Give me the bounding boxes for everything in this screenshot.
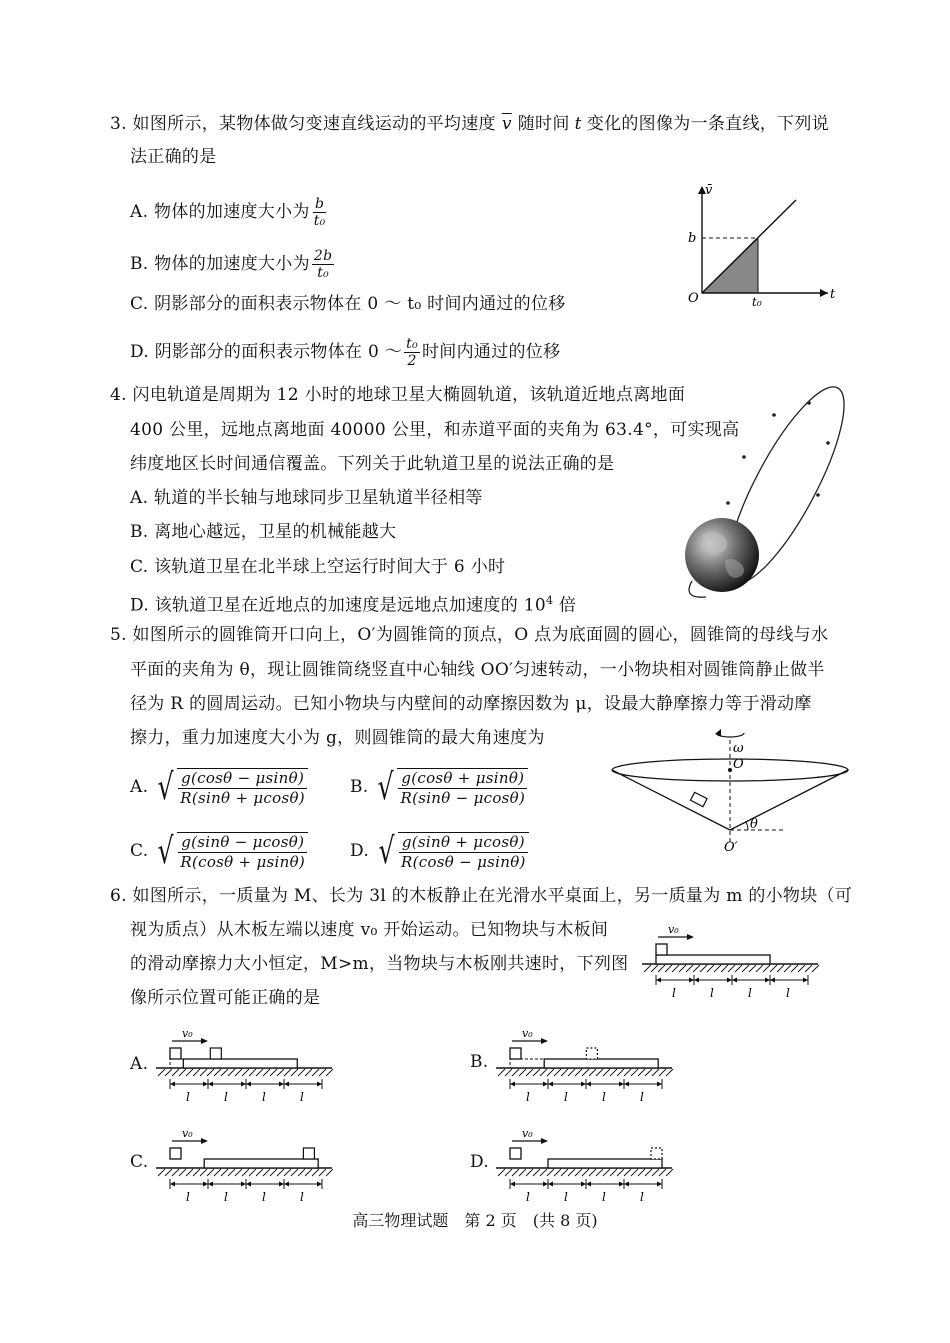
v0-label: v₀ <box>668 923 679 936</box>
q6-stem-line4: 像所示位置可能正确的是 <box>130 988 321 1008</box>
length-l-label: l <box>748 986 752 1000</box>
block-final <box>651 1148 662 1159</box>
q4-stem-line1: 4. 闪电轨道是周期为 12 小时的地球卫星大椭圆轨道，该轨道近地点离地面 <box>110 385 686 405</box>
q6-option-b-figure[interactable] <box>490 1020 690 1110</box>
q5-option-c[interactable]: C. √ g(sinθ − μcosθ) R(cosθ + μsinθ) <box>130 826 308 876</box>
q4-option-d[interactable]: D. 该轨道卫星在近地点的加速度是远地点加速度的 $10^4$ 倍 <box>130 594 577 616</box>
q4-orbit-figure <box>680 385 850 615</box>
v0-label: v₀ <box>522 1027 533 1040</box>
block-final <box>303 1148 314 1159</box>
block-final <box>586 1048 597 1059</box>
length-l-label: l <box>710 986 714 1000</box>
q6-main-figure <box>640 920 830 1005</box>
v0-label: v₀ <box>182 1027 193 1040</box>
theta-label: θ <box>750 817 758 832</box>
block-final <box>210 1048 221 1059</box>
q4-option-b[interactable]: B. 离地心越远，卫星的机械能越大 <box>130 522 397 542</box>
origin-label: O <box>688 291 699 306</box>
q5-stem-line4: 擦力，重力加速度大小为 g，则圆锥筒的最大角速度为 <box>130 728 545 748</box>
length-l-label: l <box>786 986 790 1000</box>
length-l-label: l <box>602 1190 606 1204</box>
q5-option-b[interactable]: B. √ g(cosθ + μsinθ) R(sinθ − μcosθ) <box>350 762 528 812</box>
t-axis-label: t <box>830 287 836 302</box>
q6-stem-line2: 视为质点）从木板左端以速度 v₀ 开始运动。已知物块与木板间 <box>130 920 609 940</box>
length-l-label: l <box>224 1190 228 1204</box>
wooden-board <box>548 1159 662 1168</box>
b-label: b <box>688 231 697 246</box>
q6-stem-line3: 的滑动摩擦力大小恒定，M>m，当物块与木板刚共速时，下列图 <box>130 954 629 974</box>
length-l-label: l <box>640 1190 644 1204</box>
wooden-board <box>656 955 770 964</box>
q3-vt-graph <box>680 180 850 310</box>
q6-option-c-figure[interactable] <box>150 1120 350 1210</box>
q6-option-d-figure[interactable] <box>490 1120 690 1210</box>
block-initial <box>170 1048 181 1059</box>
q5-stem-line1: 5. 如图所示的圆锥筒开口向上，O′为圆锥筒的顶点，O 点为底面圆的圆心，圆锥筒的母线与水 <box>110 625 829 645</box>
q6-option-c-label[interactable]: C. <box>130 1152 149 1172</box>
wooden-board <box>544 1059 658 1068</box>
q5-stem-line2: 平面的夹角为 θ，现让圆锥筒绕竖直中心轴线 OO′匀速转动，一小物块相对圆锥筒静止做半 <box>130 660 825 680</box>
block-initial <box>170 1148 181 1159</box>
length-l-label: l <box>526 1190 530 1204</box>
length-l-label: l <box>640 1090 644 1104</box>
length-l-label: l <box>564 1190 568 1204</box>
q3-option-b[interactable]: B. 物体的加速度大小为 $\frac{2b}{\text{t₀}}$ <box>130 248 333 281</box>
length-l-label: l <box>300 1190 304 1204</box>
v0-label: v₀ <box>522 1127 533 1140</box>
length-l-label: l <box>186 1190 190 1204</box>
wooden-board <box>204 1159 318 1168</box>
O-prime-label: O′ <box>724 840 738 855</box>
length-l-label: l <box>186 1090 190 1104</box>
O-label: O <box>733 757 744 772</box>
block-initial <box>510 1148 521 1159</box>
length-l-label: l <box>300 1090 304 1104</box>
q6-option-d-label[interactable]: D. <box>470 1152 490 1172</box>
q5-cone-figure <box>600 725 840 855</box>
length-l-label: l <box>224 1090 228 1104</box>
length-l-label: l <box>262 1190 266 1204</box>
length-l-label: l <box>526 1090 530 1104</box>
wooden-board <box>183 1059 297 1068</box>
omega-label: ω <box>733 741 744 756</box>
block-icon <box>690 792 707 806</box>
length-l-label: l <box>672 986 676 1000</box>
v-axis-label: v̄ <box>705 183 713 198</box>
page-footer: 高三物理试题 第 2 页 (共 8 页) <box>352 1211 598 1230</box>
q3-stem-line2: 法正确的是 <box>130 147 217 167</box>
q5-option-d[interactable]: D. √ g(sinθ + μcosθ) R(cosθ − μsinθ) <box>350 826 529 876</box>
q3-stem-line1: 3. 如图所示，某物体做匀变速直线运动的平均速度 $\overline{v}$ 随时间 t 变化的图像为一条直线，下列说 <box>110 114 829 134</box>
q6-option-b-label[interactable]: B. <box>470 1052 489 1072</box>
q3-option-c[interactable]: C. 阴影部分的面积表示物体在 0 ～ t₀ 时间内通过的位移 <box>130 294 566 314</box>
t0-label: t₀ <box>752 295 762 309</box>
v0-label: v₀ <box>182 1127 193 1140</box>
q4-stem-line3: 纬度地区长时间通信覆盖。下列关于此轨道卫星的说法正确的是 <box>130 454 615 474</box>
q4-stem-line2: 400 公里，远地点离地面 40000 公里，和赤道平面的夹角为 63.4°，可实现高 <box>130 420 740 440</box>
q5-option-a[interactable]: A. √ g(cosθ − μsinθ) R(sinθ + μcosθ) <box>130 762 308 812</box>
block-initial <box>656 944 667 955</box>
length-l-label: l <box>564 1090 568 1104</box>
q4-option-c[interactable]: C. 该轨道卫星在北半球上空运行时间大于 6 小时 <box>130 557 506 577</box>
length-l-label: l <box>262 1090 266 1104</box>
earth-icon <box>685 518 759 592</box>
block-initial <box>510 1048 521 1059</box>
length-l-label: l <box>602 1090 606 1104</box>
q6-option-a-label[interactable]: A. <box>130 1054 149 1074</box>
q6-stem-line1: 6. 如图所示，一质量为 M、长为 3l 的木板静止在光滑水平桌面上，另一质量为 m 的小物块（可 <box>110 886 853 906</box>
q4-option-a[interactable]: A. 轨道的半长轴与地球同步卫星轨道半径相等 <box>130 488 483 508</box>
q6-option-a-figure[interactable] <box>150 1020 350 1110</box>
q3-option-d[interactable]: D. 阴影部分的面积表示物体在 0 ～ $\frac{\text{t₀}}{2}$ 时间内通过的位移 <box>130 336 561 369</box>
q3-option-a[interactable]: A. 物体的加速度大小为 $\frac{b}{\text{t₀}}$ <box>130 196 326 229</box>
q5-stem-line3: 径为 R 的圆周运动。已知小物块与内壁间的动摩擦因数为 μ，设最大静摩擦力等于滑动摩 <box>130 694 812 714</box>
